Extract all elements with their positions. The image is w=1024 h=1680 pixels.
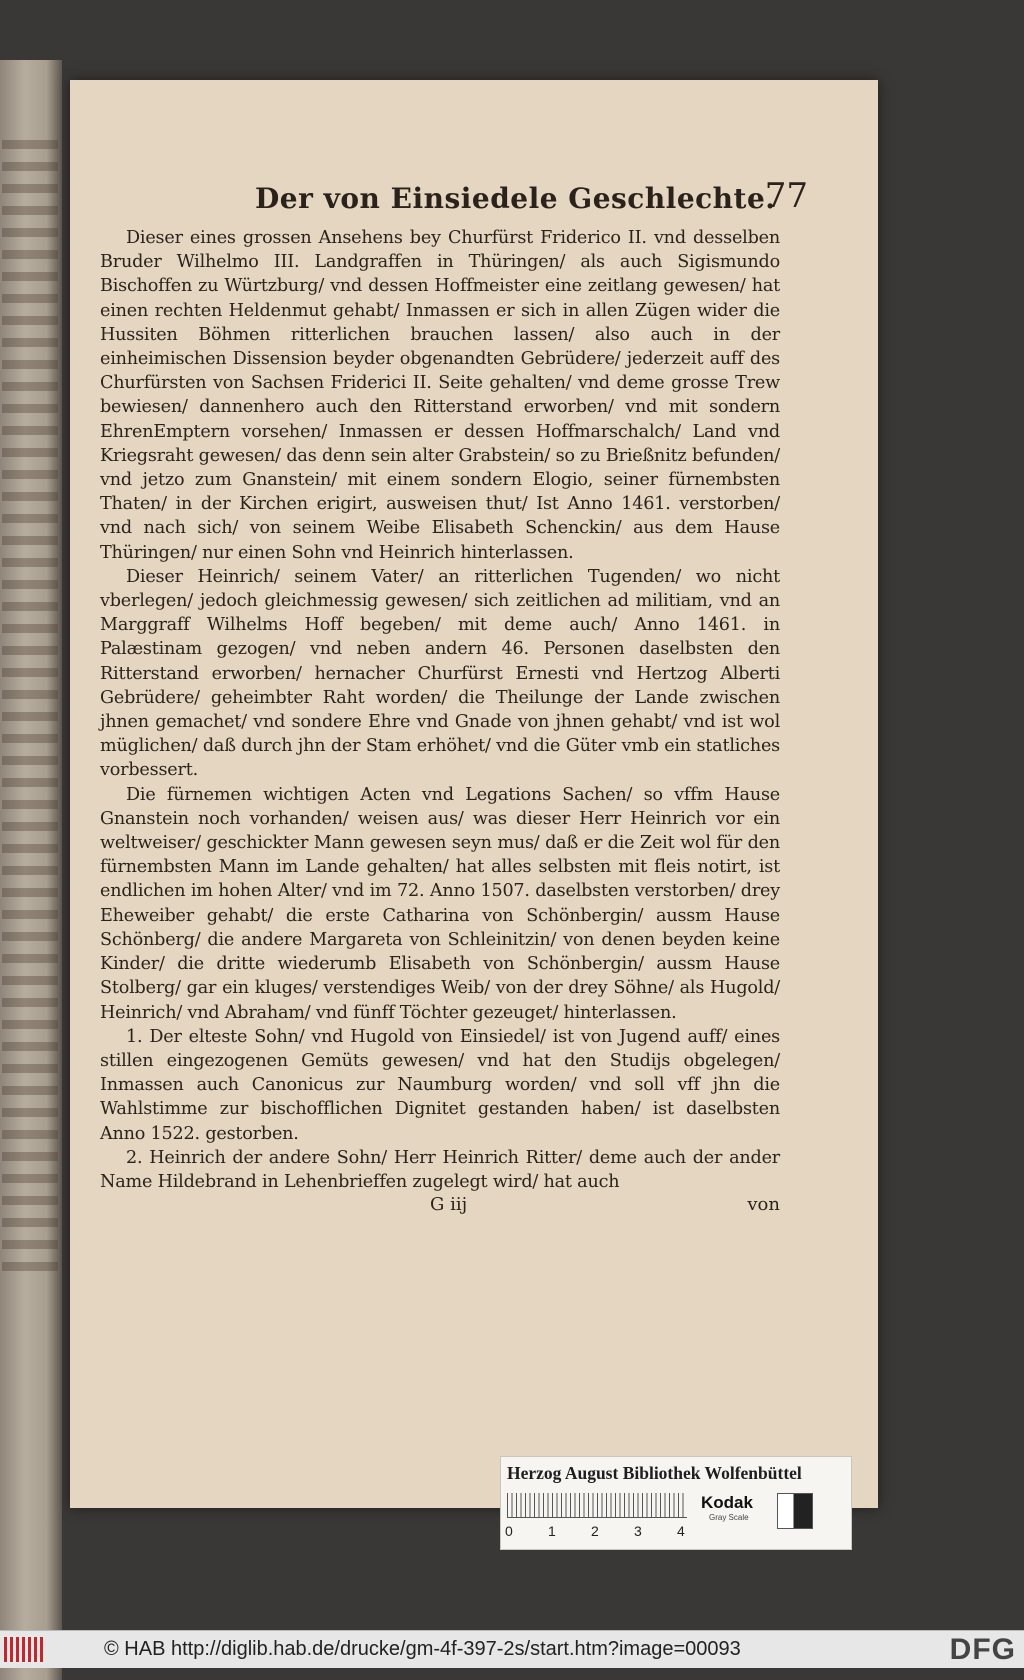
scale-tick-label: 4 — [677, 1523, 685, 1539]
scale-tick-label: 1 — [548, 1523, 556, 1539]
paragraph-5: 2. Heinrich der andere Sohn/ Herr Heinrich Ritter/ deme auch der ander Name Hildebrand in Lehenbrieffen zugelegt wird/ hat auch — [100, 1147, 780, 1192]
color-calibration-card — [500, 1456, 852, 1550]
book-page — [70, 80, 878, 1508]
library-name: Herzog August Bibliothek Wolfenbüttel — [507, 1463, 802, 1483]
paragraph-4: 1. Der elteste Sohn/ vnd Hugold von Einsiedel/ ist von Jugend auff/ eines stillen eingezogenen Gemüts gewesen/ vnd hat den Studijs obgelegen/ Inmassen auch Canonicus zur Naumburg worden/ vnd soll vff jhn die Wahlstimme zur bischofflichen Dignitet gestanden haben/ ist daselbsten Anno 1522. gestorben. — [100, 1026, 780, 1144]
dfg-logo: DFG — [949, 1633, 1016, 1666]
paragraph-3: Die fürnemen wichtigen Acten vnd Legations Sachen/ so vffm Hause Gnanstein noch vorhanden/ weisen aus/ was dieser Herr Heinrich vor ein weltweiser/ geschickter Mann gewesen seyn mus/ daß er die Zeit wol für den fürnembsten Mann im Lande gehalten/ hat alles selbsten mit fleis notirt, ist endlichen im hohen Alter/ vnd im 72. Anno 1507. daselbsten verstorben/ drey Eheweiber gehabt/ die erste Catharina von Schönbergin/ aussm Hause Schönberg/ die andere Margareta von Schleinitzin/ von denen beyden keine Kinder/ die dritte wiederumb Elisabeth von Schönbergin/ aussm Hause Stolberg/ gar ein kluges/ verstendiges Weib/ von der drey Söhne/ als Hugold/ Heinrich/ vnd Abraham/ vnd fünff Töchter gezeuget/ hinterlassen. — [100, 784, 780, 1023]
page-number: 77 — [764, 176, 808, 216]
running-head: Der von Einsiedele Geschlechte. — [255, 182, 776, 215]
page-footer — [100, 1194, 780, 1220]
scale-tick-label: 3 — [634, 1523, 642, 1539]
kodak-logo — [701, 1493, 753, 1522]
scale-tick-label: 2 — [591, 1523, 599, 1539]
kodak-brand: Kodak — [701, 1493, 753, 1512]
left-page-edge — [0, 60, 62, 1680]
signature-mark: G iij — [430, 1194, 468, 1216]
barcode-icon — [4, 1637, 44, 1662]
left-page-text-fragment — [2, 140, 58, 1280]
gray-patch — [777, 1493, 813, 1529]
paragraph-2: Dieser Heinrich/ seinem Vater/ an ritterlichen Tugenden/ wo nicht vberlegen/ jedoch gleichmessig gewesen/ sich zeitlichen ad militiam, vnd an Marggraff Wilhelms Hoff begeben/ mit deme auch/ Anno 1461. in Palæstinam gezogen/ vnd neben andern 46. Personen daselbsten den Ritterstand erworben/ hernacher Churfürst Ernesti vnd Hertzog Alberti Gebrüdere/ geheimbter Raht worden/ die Theilunge der Lande zwischen jhnen gemachet/ vnd sondere Ehre vnd Gnade von jhnen gehabt/ vnd ist wol müglichen/ daß durch jhn der Stam erhöhet/ vnd die Güter vmb ein statliches vorbessert. — [100, 566, 780, 781]
kodak-subtitle: Gray Scale — [709, 1513, 749, 1522]
page-header — [100, 176, 808, 226]
copyright-link[interactable]: © HAB http://diglib.hab.de/drucke/gm-4f-397-2s/start.htm?image=00093 — [104, 1638, 741, 1660]
footer-bar — [0, 1630, 1024, 1668]
paragraph-1: Dieser eines grossen Ansehens bey Churfürst Friderico II. vnd desselben Bruder Wilhelmo III. Landgraffen in Thüringen/ als auch Sigismundo Bischoffen zu Würtzburg/ vnd dessen Hoffmeister eine zeitlang gewesen/ hat einen rechten Heldenmut gehabt/ Inmassen er sich in allen Zügen wider die Hussiten Böhmen ritterlichen brauchen lassen/ also auch in der einheimischen Dissension beyder obgenandten Gebrüdere/ jederzeit auff des Churfürsten von Sachsen Friderici II. Seite gehalten/ vnd deme grosse Trew bewiesen/ dannenhero auch den Ritterstand erworben/ vnd mit sondern EhrenEmptern vorsehen/ Inmassen er dessen Hoffmarschalch/ Land vnd Kriegsraht gewesen/ das denn sein alter Grabstein/ so zu Brießnitz befunden/ vnd jetzo zum Gnanstein/ mit einem sondern Elogio, seiner fürnembsten Thaten/ in der Kirchen erigirt, ausweisen thut/ Ist Anno 1461. verstorben/ vnd nach sich/ von seinem Weibe Elisabeth Schenckin/ aus dem Hause Thüringen/ nur einen Sohn vnd Heinrich hinterlassen. — [100, 228, 780, 563]
catchword: von — [747, 1194, 780, 1216]
scale-ruler — [507, 1493, 687, 1518]
page-text-block — [100, 176, 808, 1220]
scale-tick-label: 0 — [505, 1523, 513, 1539]
